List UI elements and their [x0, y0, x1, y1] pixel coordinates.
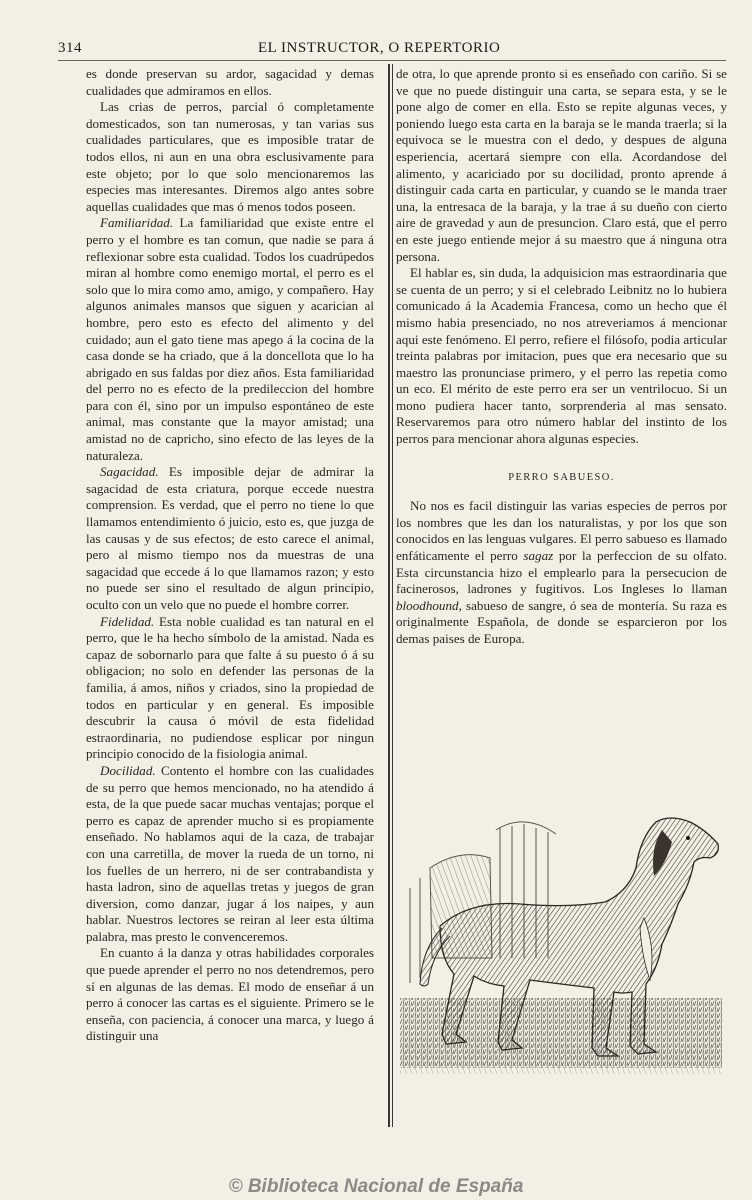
column-divider-second-line — [392, 64, 393, 1127]
term-sagaz: sagaz — [523, 548, 554, 564]
text-familiaridad: La familiaridad que existe entre el perro y el hombre es tan comun, que nadie se para á reflexionar sobre esta cualidad. Todos los cuadrúpedos miran al hombre como enemigo mortal, el perro es el solo que lo mira como amo, amigo, y compañero. Hay algunos animales mansos que siguen y acarician al hombre, pero esto es efecto del alimento y del cuidado; aun el gato tiene mas apego á la cocina de la casa donde se ha criado, que á la doncellota que lo ha abrigado en sus faldas por diez años. Esta familiaridad del perro no es efecto de la predileccion del hombre para con él, sino por un impulso espontáneo de este animal, mas constante que la mayor amistad; una amistad no de capricho, sino efecto de las leyes de la naturaleza. — [86, 215, 374, 463]
term-familiaridad: Familiaridad. — [100, 215, 174, 231]
paragraph-sabueso — [396, 498, 727, 647]
paragraph-familiaridad — [86, 215, 374, 464]
text-docilidad: Contento el hombre con las cualidades de su perro que hemos mencionado, no ha atendido á esta, de la que puede sacar muchas ventajas; porque el perro es capaz de aprender mucho si es propiamente enseñado. No hablamos aqui de la caza, de trabajar con una carretilla, de mover la rueda de un torno, ni los fuelles de un herrero, ni de ser contrabandista y hasta ladron, sino de aquellas tretas y juegos de gran diversion, como danzar, jugar á los naipes, y aun hablar. Nuestros lectores se reiran al leer esta última palabra, mas presto le convenceremos. — [86, 762, 374, 944]
paragraph-breeds: Las crias de perros, parcial ó completamente domesticados, son tan numerosas, y tan varias sus cualidades particulares, que es imposible tratar de todos ellos, ni aun en una obra esclusivamente para este objeto; por lo que solo mencionaremos las especies mas interesantes. Diremos algo antes sobre aquellas cualidades que mas ó menos todos poseen. — [86, 99, 374, 214]
text-fidelidad: Esta noble cualidad es tan natural en el perro, que le ha hecho símbolo de la amistad. Nada es capaz de sobornarlo para que falte á su puesto ó á su obligacion; no solo en defender las personas de la familia, á amos, niños y criados, sino la propiedad de todos en particular y en general. Es imposible descubrir la causa ó móvil de esta fidelidad estraordinaria, no pudiendose esplicar por ningun principio conocido de la fisiologia animal. — [86, 613, 374, 762]
text-sabueso-c: , sabueso de sangre, ó sea de montería. Su raza es originalmente Española, de donde se esparcieron por los demas paises de Europa. — [396, 597, 727, 646]
paragraph-docilidad — [86, 763, 374, 946]
paragraph-sagacidad — [86, 464, 374, 613]
paragraph-hablar: El hablar es, sin duda, la adquisicion mas estraordinaria que se cuenta de un perro; y si el celebrado Leibnitz no lo hubiera comunicado á la Academia Francesa, como un hecho que él mismo habia presenciado, no nos atreveriamos á mencionar aqui este fenómeno. El perro, refiere el filósofo, podia articular treinta palabras por imitacion, pues que era necesario que su maestro las pronunciase primero, y el perro las repetia como un eco. El mérito de este perro era ser un ventrilocuo. Si un mono pudiera hacer tanto, sorprenderia al mas sensato. Reservaremos para otro número hablar del instinto de los perros para mencionar ahora algunas especies. — [396, 265, 727, 447]
term-docilidad: Docilidad. — [100, 762, 156, 778]
right-column — [396, 66, 727, 648]
paragraph-danza: En cuanto á la danza y otras habilidades corporales que puede aprender el perro no nos detendremos, pero sí en algunas de las demas. El modo de enseñar á un perro á conocer las cartas es el siguiente. Primero se le enseña, con paciencia, á conocer una marca, y luego á distinguir una — [86, 945, 374, 1044]
text-sabueso-a: No nos es facil distinguir las varias especies de perros por los nombres que les dan los naturalistas, y por los que son conocidos en las lenguas vulgares. El perro sabueso es llamado enfáticamente el perro — [396, 498, 727, 564]
paragraph-cards-continuation: de otra, lo que aprende pronto si es enseñado con cariño. Si se ve que no puede distinguir una carta, se separa esta, y se le pone algo de comer en ella. Esto se repite algunas veces, y poniendo luego esta carta en la baraja se le manda traerla; si la equivoca se le muestra con el dedo, y despues de alguna esperiencia, acertará siempre con ella. Acordandose del alimento, y acariciado por su docilidad, pronto aprende á distinguir cada carta en particular, y cuando se le manda traer una, la entresaca de la baraja, y la trae á su dueño con cierto aire de gravedad y aun de presuncion. Claro está, que el perro en este juego entiende mejor á su maestro que á ninguna otra persona. — [396, 66, 727, 264]
text-sagacidad: Es imposible dejar de admirar la sagacidad de esta criatura, porque eccede nuestra comprension. Es verdad, que el perro no tiene lo que llamamos entendimiento ó juicio, esto es, que juzga de las causas y de sus efectos; de esto carece el animal, pero al mismo tiempo nos da muestras de una sagacidad que eccede á lo que llamamos razon; y esto no puede ser sino el resultado de algun principio, oculto con un velo que no puede el hombre correr. — [86, 464, 374, 612]
header-rule — [58, 60, 726, 61]
term-sagacidad: Sagacidad. — [100, 464, 159, 480]
term-bloodhound: bloodhound — [396, 597, 459, 613]
library-watermark: © Biblioteca Nacional de España — [228, 1176, 524, 1197]
page-number: 314 — [58, 40, 82, 56]
paragraph-continuation: es donde preservan su ardor, sagacidad y demas cualidades que admiramos en ellos. — [86, 66, 374, 98]
left-column — [86, 66, 374, 1045]
section-heading-perro-sabueso: PERRO SABUESO. — [508, 471, 615, 483]
column-divider — [388, 64, 390, 1127]
text-sabueso-b: por la perfeccion de su olfato. Esta circunstancia hizo el emplearlo para la persecucion de facinerosos, ladrones y fugitivos. Los Ingleses lo llaman — [396, 548, 728, 597]
bloodhound-engraving — [400, 808, 722, 1074]
running-title: EL INSTRUCTOR, O REPERTORIO — [258, 40, 501, 56]
paragraph-fidelidad — [86, 614, 374, 763]
running-header — [58, 38, 726, 60]
term-fidelidad: Fidelidad. — [100, 613, 155, 629]
